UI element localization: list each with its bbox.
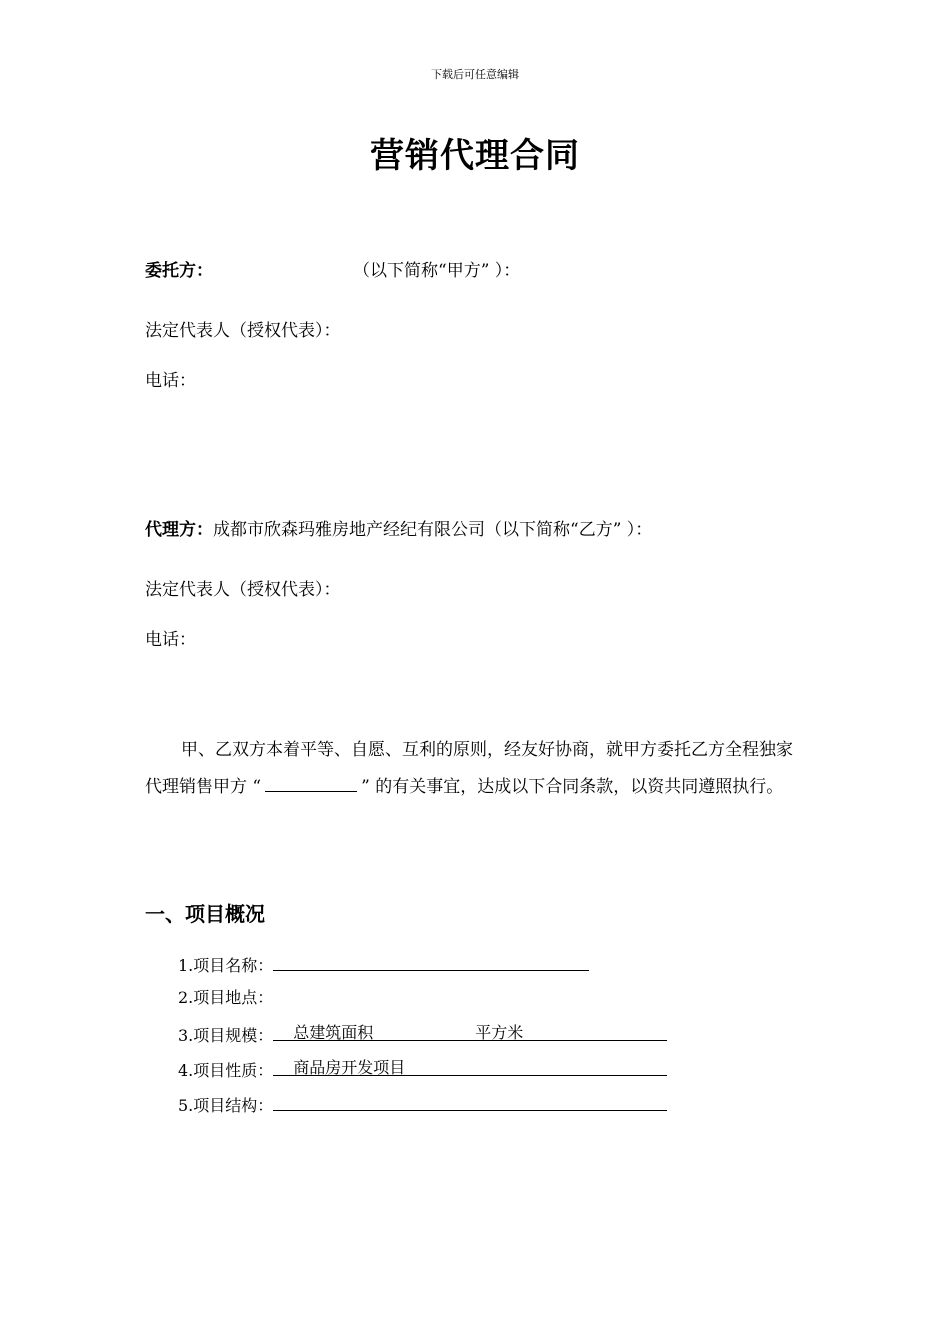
item-label: 5.项目结构： (178, 1096, 274, 1115)
project-name-blank[interactable] (265, 773, 357, 792)
project-structure-field[interactable] (273, 1090, 667, 1111)
item-project-name (178, 950, 589, 976)
party-b-rep: 法定代表人（授权代表）： (145, 580, 341, 600)
header-note: 下载后可任意编辑 (431, 68, 519, 81)
intro-part1: 甲、乙双方本着平等、自愿、互利的原则，经友好协商，就甲方委托乙方全程独家代理销售甲方 “ (145, 740, 793, 797)
section-heading: 一、项目概况 (145, 902, 265, 926)
project-name-field[interactable] (273, 950, 589, 971)
party-b-label: 代理方： (145, 520, 213, 540)
party-b-company: 成都市欣森玛雅房地产经纪有限公司（以下简称“乙方” ）： (213, 520, 653, 540)
item-value: 商品房开发项目 (293, 1058, 406, 1077)
party-a-abbrev: （以下简称“甲方” ）： (353, 261, 521, 281)
item-project-structure (178, 1090, 667, 1116)
intro-part2: ” 的有关事宜，达成以下合同条款，以资共同遵照执行。 (361, 777, 784, 797)
item-project-scale (178, 1020, 667, 1046)
party-a-line (145, 256, 521, 281)
party-a-rep: 法定代表人（授权代表）： (145, 321, 341, 341)
intro-paragraph (145, 732, 807, 806)
item-value-unit: 平方米 (475, 1023, 524, 1042)
party-b-phone: 电话： (145, 630, 196, 650)
project-nature-field[interactable] (273, 1055, 667, 1076)
item-project-location (178, 985, 273, 1008)
party-a-phone: 电话： (145, 371, 196, 391)
party-b-line (145, 515, 652, 540)
item-value: 总建筑面积 (293, 1023, 374, 1042)
item-label: 2.项目地点： (178, 988, 274, 1007)
item-label: 1.项目名称： (178, 956, 274, 975)
item-label: 4.项目性质： (178, 1061, 274, 1080)
project-scale-field[interactable] (273, 1020, 667, 1041)
document-title: 营销代理合同 (370, 136, 580, 176)
party-a-label: 委托方： (145, 261, 213, 281)
item-label: 3.项目规模： (178, 1026, 274, 1045)
item-project-nature (178, 1055, 667, 1081)
